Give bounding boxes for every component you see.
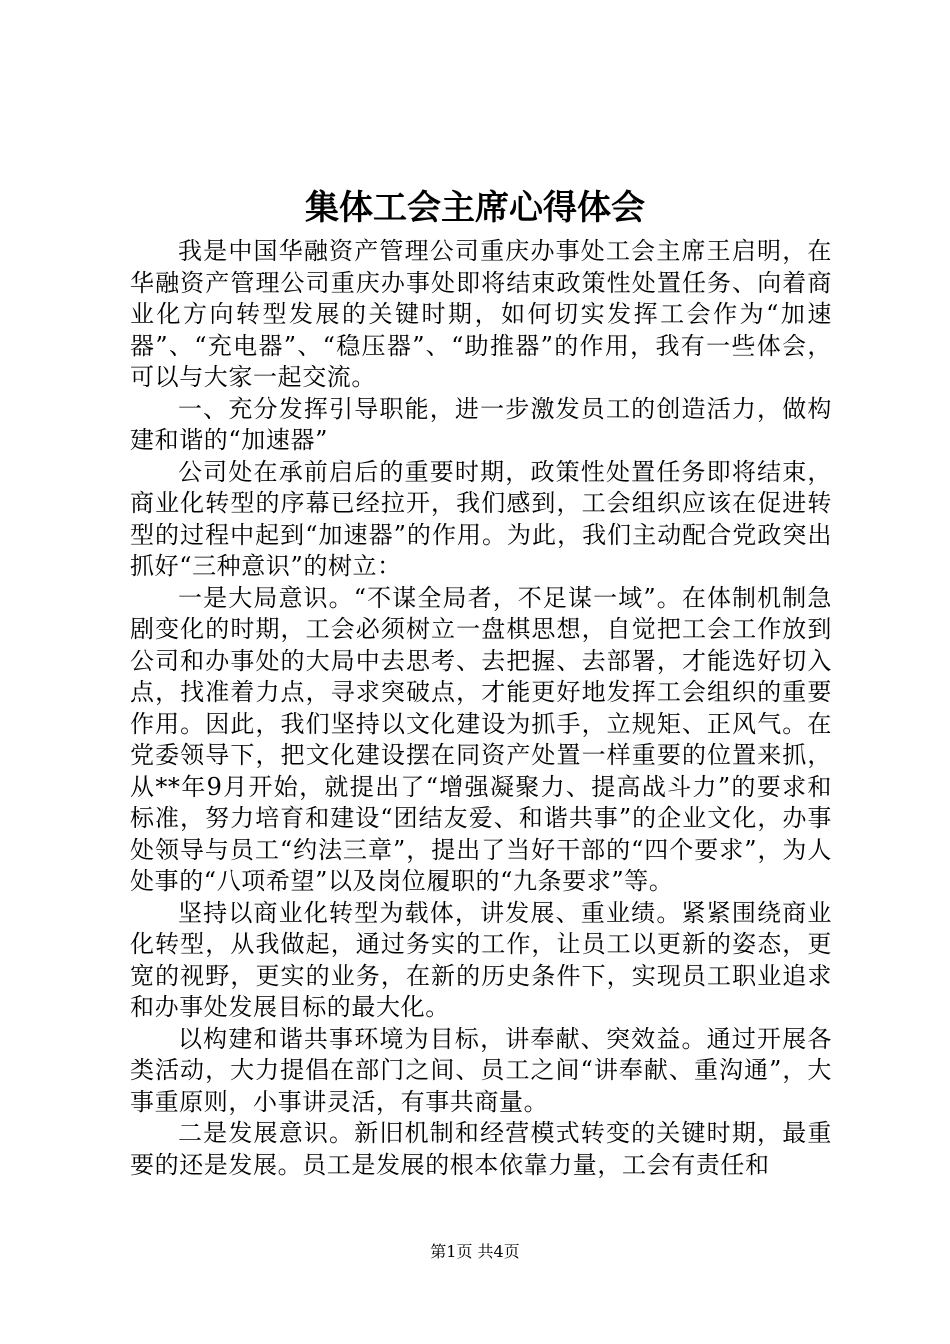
paragraph-intro: 我是中国华融资产管理公司重庆办事处工会主席王启明，在华融资产管理公司重庆办事处即将结束政策性处置任务、向着商业化方向转型发展的关键时期，如何切实发挥工会作为“加速器”、“充电器”、“稳压器”、“助推器”的作用，我有一些体会，可以与大家一起交流。 [130,237,832,391]
document-title: 集体工会主席心得体会 [305,188,645,228]
paragraph-development-awareness: 二是发展意识。新旧机制和经营模式转变的关键时期，最重要的还是发展。员工是发展的根本依靠力量，工会有责任和 [130,1119,832,1179]
section-heading-1: 一、充分发挥引导职能，进一步激发员工的创造活力，做构建和谐的“加速器” [130,394,832,454]
paragraph-overall-awareness: 一是大局意识。“不谋全局者，不足谋一域”。在体制机制急剧变化的时期，工会必须树立一盘棋思想，自觉把工会工作放到公司和办事处的大局中去思考、去把握、去部署，才能选好切入点，找准着力点，寻求突破点，才能更好地发挥工会组织的重要作用。因此，我们坚持以文化建设为抓手，立规矩、正风气。在党委领导下，把文化建设摆在同资产处置一样重要的位置来抓，从**年9月开始，就提出了“增强凝聚力、提高战斗力”的要求和标准，努力培育和建设“团结友爱、和谐共事”的企业文化，办事处领导与员工“约法三章”，提出了当好干部的“四个要求”，为人处事的“八项希望”以及岗位履职的“九条要求”等。 [130,583,832,895]
paragraph-harmony-environment: 以构建和谐共事环境为目标，讲奉献、突效益。通过开展各类活动，大力提倡在部门之间、员工之间“讲奉献、重沟通”，大事重原则，小事讲灵活，有事共商量。 [130,1024,832,1116]
paragraph-section1-intro: 公司处在承前启后的重要时期，政策性处置任务即将结束，商业化转型的序幕已经拉开，我们感到，工会组织应该在促进转型的过程中起到“加速器”的作用。为此，我们主动配合党政突出抓好“三种意识”的树立： [130,457,832,580]
paragraph-commercial-transition: 坚持以商业化转型为载体，讲发展、重业绩。紧紧围绕商业化转型，从我做起，通过务实的工作，让员工以更新的姿态，更宽的视野，更实的业务，在新的历史条件下，实现员工职业追求和办事处发展目标的最大化。 [130,898,832,1021]
document-body [130,236,832,1181]
page-footer: 第1页 共4页 [430,1242,520,1261]
